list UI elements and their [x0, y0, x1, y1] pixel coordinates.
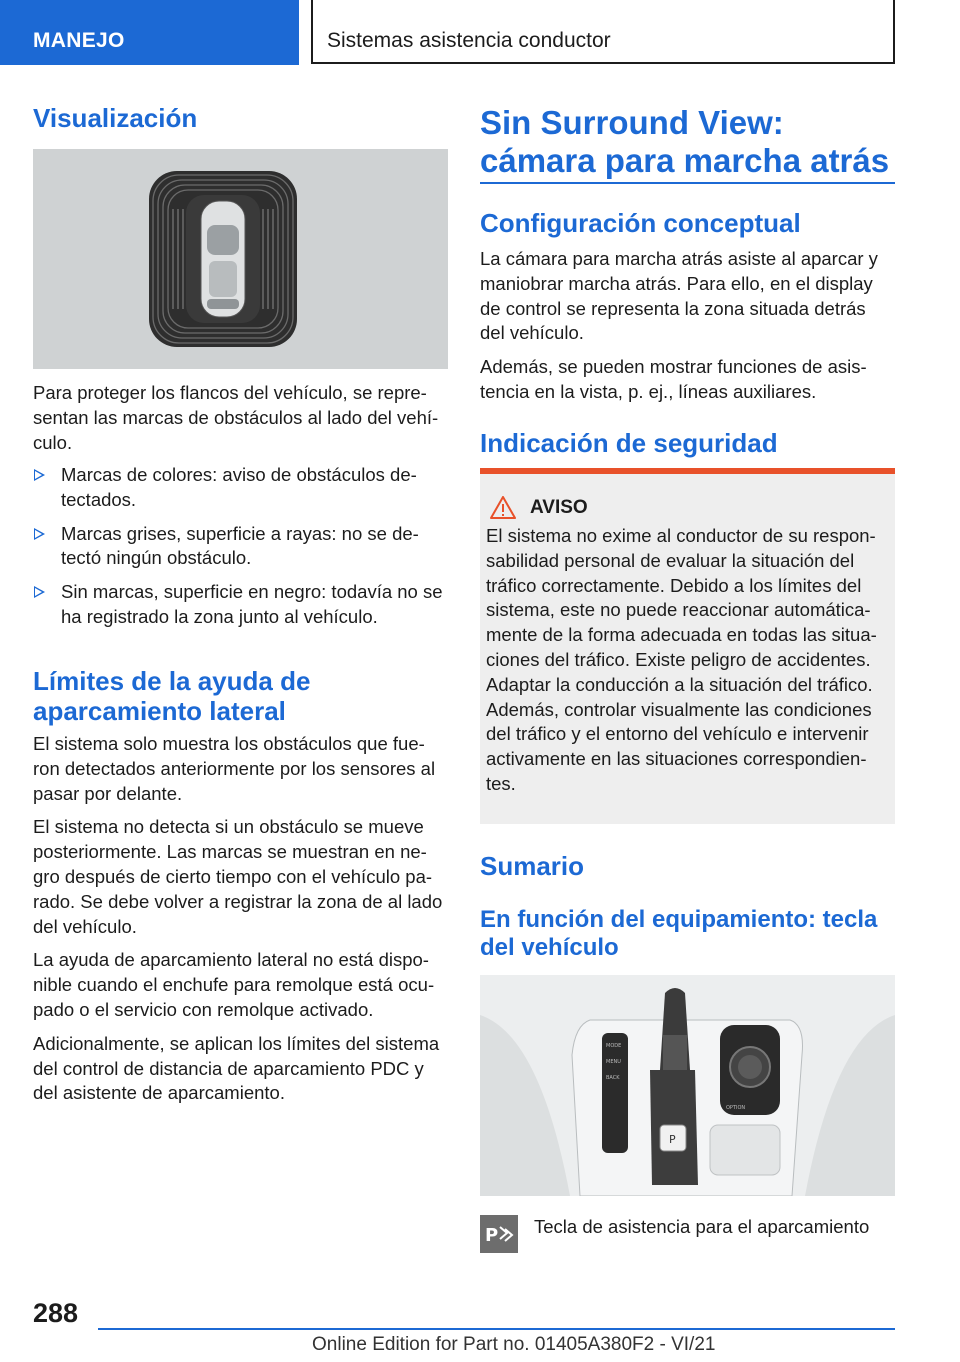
limites-body	[33, 732, 448, 1106]
chapter-title: Sistemas asistencia conductor	[327, 29, 611, 52]
bullet-text: Sin marcas, superficie en negro: todavía no se ha registrado la zona junto al vehículo.	[61, 581, 443, 627]
heading-rule	[480, 182, 895, 184]
warning-text: El sistema no exime al conductor de su respon-sabilidad personal de evaluar la situación del tráfico correctamente. Debido a los límites del sistema, este no puede reaccionar automática-mente de la forma adecuada en todas las situa-ciones del tráfico. Existe peligro de accidentes. Adaptar la conducción a la situación del tráfico. Además, controlar visualmente las condiciones del tráfico y el entorno del vehículo e intervenir activamente en las situaciones correspondien-tes.	[486, 525, 877, 794]
paragraph: Además, se pueden mostrar funciones de asis-tencia en la vista, p. ej., líneas auxiliares.	[480, 356, 867, 402]
list-item	[33, 463, 448, 513]
parking-view-image	[33, 149, 448, 369]
section-label: MANEJO	[33, 29, 125, 52]
triangle-bullet-icon	[35, 469, 45, 481]
heading-tecla: En función del equipamiento: tecla del vehículo	[480, 906, 878, 961]
button-legend	[480, 1215, 895, 1253]
list-item	[33, 580, 448, 630]
console-button-label: MENU	[606, 1059, 621, 1065]
center-console-image	[480, 975, 895, 1196]
triangle-bullet-icon	[35, 528, 45, 540]
bullet-text: Marcas grises, superficie a rayas: no se de-tectó ningún obstáculo.	[61, 522, 419, 569]
paragraph: Adicionalmente, se aplican los límites del sistema del control de distancia de aparcamiento PDC y del asistente de aparcamiento.	[33, 1032, 440, 1104]
paragraph: El sistema solo muestra los obstáculos que fue-ron detectados anteriormente por los sensores al pasar por delante.	[33, 733, 436, 804]
bullet-list	[33, 463, 448, 639]
list-item	[33, 522, 448, 572]
heading-limites: Límites de la ayuda de aparcamiento lateral	[33, 666, 311, 726]
edition-line: Online Edition for Part no. 01405A380F2 - VI/21	[312, 1334, 716, 1355]
console-button-label: OPTION	[726, 1105, 746, 1111]
warning-header	[490, 496, 885, 519]
section-tab	[0, 0, 299, 65]
console-button-label: BACK	[606, 1075, 620, 1081]
paragraph: La cámara para marcha atrás asiste al aparcar y maniobrar marcha atrás. Para ello, en el display de control se representa la zona situada detrás del vehículo.	[480, 248, 878, 344]
warning-box	[480, 468, 895, 824]
parking-brake-label: P	[669, 1133, 676, 1146]
triangle-bullet-icon	[35, 586, 45, 598]
paragraph: La ayuda de aparcamiento lateral no está dispo-nible cuando el enchufe para remolque está ocu-pado o el servicio con remolque activado.	[33, 949, 435, 1020]
visualizacion-intro: Para proteger los flancos del vehículo, se repre-sentan las marcas de obstáculos al lado del vehí-culo.	[33, 382, 439, 453]
warning-triangle-icon	[490, 496, 516, 519]
heading-seguridad: Indicación de seguridad	[480, 428, 778, 458]
configuracion-body	[480, 247, 895, 405]
heading-sumario: Sumario	[480, 851, 585, 881]
heading-configuracion: Configuración conceptual	[480, 208, 801, 238]
parking-assistant-button-icon	[480, 1215, 518, 1253]
heading-visualizacion: Visualización	[33, 103, 198, 133]
button-caption: Tecla de asistencia para el aparcamiento	[534, 1216, 870, 1237]
bullet-text: Marcas de colores: aviso de obstáculos de-tectados.	[61, 464, 417, 510]
svg-text:P: P	[485, 1225, 499, 1246]
footer-rule	[98, 1328, 895, 1330]
heading-camara: Sin Surround View: cámara para marcha atrás	[480, 104, 890, 179]
page-number: 288	[33, 1298, 79, 1328]
paragraph: El sistema no detecta si un obstáculo se mueve posteriormente. Las marcas se muestran en ne-gro después de cierto tiempo con el vehículo pa-rado. Se debe volver a registrar la zona de al lado del vehículo.	[33, 816, 443, 937]
warning-title: AVISO	[530, 496, 588, 518]
console-button-label: MODE	[606, 1043, 622, 1049]
chapter-header	[311, 0, 895, 64]
